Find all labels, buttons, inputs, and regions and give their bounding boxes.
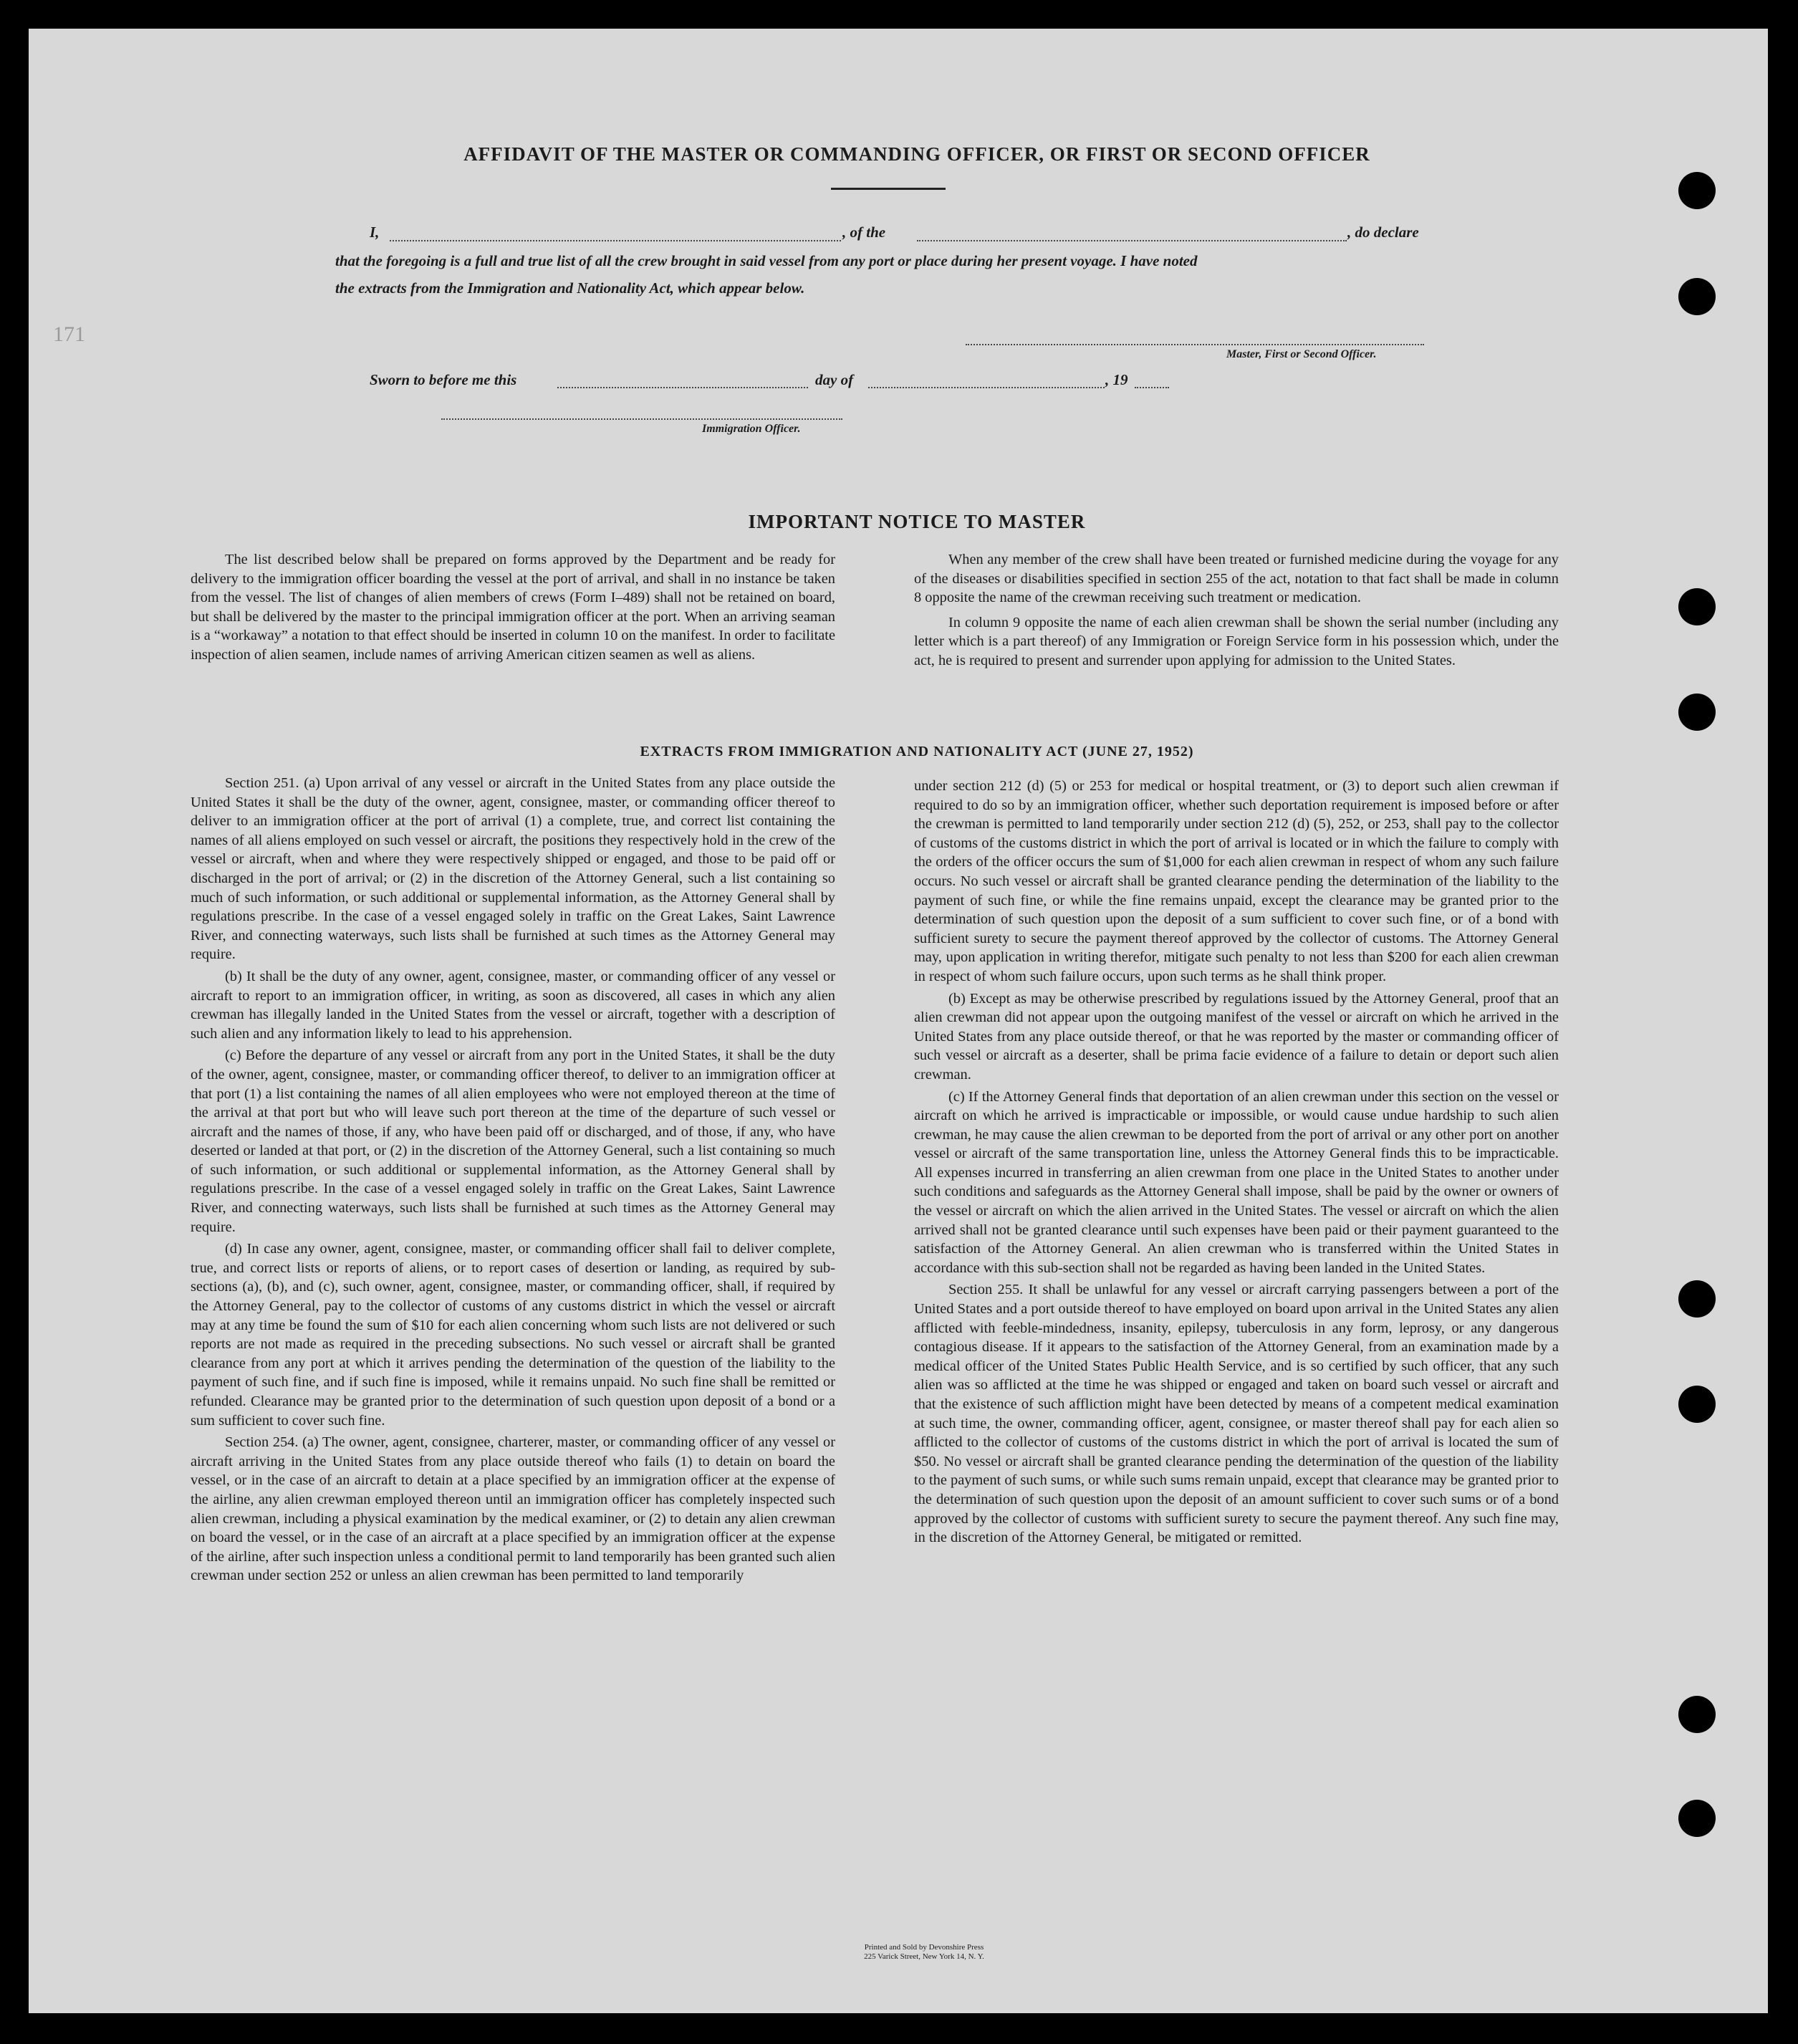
section-251-b: (b) It shall be the duty of any owner, agent, consignee, master, or commanding officer of any vessel or aircraft to report to an immigration officer, in writing, as soon as discovered, all cases in which any alien crewman has illegally landed in the United States from the vessel or aircraft, together with a description of such alien and any information likely to lead to his apprehension.	[191, 968, 835, 1042]
notice-right-paragraph-2: In column 9 opposite the name of each alien crewman shall be shown the serial number (including any letter which is a part thereof) of any Immigration or Foreign Service form in his possession which, under the act, he is required to present and surrender upon applying for admission to the United States.	[914, 614, 1559, 668]
binder-hole	[1678, 588, 1716, 625]
binder-hole	[1678, 1280, 1716, 1318]
printer-imprint	[673, 1943, 1175, 1962]
section-254-c: (c) If the Attorney General finds that deportation of an alien crewman under this section on the vessel or aircraft on which he arrived is impracticable or impossible, or would cause undue hardship to such alien crewman, he may cause the alien crewman to be deported from the port of arrival or any other port on another vessel or aircraft of the same transportation line, unless the Attorney General finds this to be impracticable. All expenses incurred in transferring an alien crewman from one place in the United States to another under such conditions and safeguards as the Attorney General shall impose, shall be paid by the owner or owners of the vessel or aircraft on which the alien arrived in the United States. The vessel or aircraft on which the alien arrived shall not be granted clearance until such expenses have been paid or their payment guaranteed to the satisfaction of the Attorney General. An alien crewman who is transferred within the United States in accordance with this sub-section shall not be regarded as having been landed in the United States.	[914, 1088, 1559, 1276]
section-251-c: (c) Before the departure of any vessel or aircraft from any port in the United States, it shall be the duty of the owner, agent, consignee, master, or commanding officer thereof, to deliver to an immigration officer at that port (1) a list containing the names of all alien employees who were not employed thereon at the time of the arrival at that port but who will leave such port thereon at the time of the departure of such vessel or aircraft and the names of those, if any, who have been paid off or discharged, and of those, if any, who have deserted or landed at that port, or (2) in the discretion of the Attorney General, such a list containing so much of such information, or such additional or supplemental information, as the Attorney General shall by regulations prescribe. In the case of a vessel engaged solely in traffic on the Great Lakes, Saint Lawrence River, and connecting waterways, such lists shall be furnished at such times as the Attorney General may require.	[191, 1047, 835, 1235]
title-rule	[831, 188, 946, 190]
notice-right-paragraph-1: When any member of the crew shall have been treated or furnished medicine during the voyage for any of the diseases or disabilities specified in section 255 of the act, notation to that fact shall be made in column 8 opposite the name of the crewman receiving such treatment or medication.	[914, 552, 1559, 606]
notice-left-paragraph: The list described below shall be prepared on forms approved by the Department and be ready for delivery to the immigration officer boarding the vessel at the port of arrival, and shall in no instance be taken from the vessel. The list of changes of alien members of crews (Form I–489) shall not be retained on board, but shall be delivered by the master to the principal immigration officer at the port. When an arriving seaman is a “workaway” a notation to that effect should be inserted in column 10 on the manifest. In order to facilitate inspection of alien seamen, include names of arriving American citizen seamen as well as aliens.	[191, 552, 835, 663]
decl-line-3: the extracts from the Immigration and Nationality Act, which appear below.	[335, 279, 805, 297]
section-254-a: Section 254. (a) The owner, agent, consignee, charterer, master, or commanding officer of any vessel or aircraft arriving in the United States from any place outside thereof who fails (1) to detain on board the vessel, or in the case of an aircraft to detain at a place specified by an immigration officer at the expense of the airline, any alien crewman employed thereon until an immigration officer has completely inspected such alien crewman, including a physical examination by the medical examiner, or (2) to detain any alien crewman on board the vessel, or in the case of an aircraft at a place specified by an immigration officer at the expense of the airline, after such inspection unless a conditional permit to land temporarily has been granted such alien crewman under section 252 or unless an alien crewman has been permitted to land temporarily	[191, 1434, 835, 1584]
notice-left-column	[191, 550, 835, 668]
decl-do-declare: , do declare	[1347, 224, 1419, 241]
section-254-a-continued: under section 212 (d) (5) or 253 for medical or hospital treatment, or (3) to deport such alien crewman if required to do so by an immigration officer, whether such deportation requirement is imposed before or after the crewman is permitted to land temporarily under section 212 (d) (5), 252, or 253, shall pay to the collector of customs of the customs district in which the port of arrival is located or in which the failure to comply with the orders of the officer occurs the sum of $1,000 for each alien crewman in respect of whom any such failure occurs. No such vessel or aircraft shall be granted clearance pending the determination of the liability to the payment of such fine, or while the fine remains unpaid, except the clearance may be granted prior to the determination of such question upon the deposit of a sum sufficient to cover such fine, or of a bond with sufficient surety to secure the payment thereof approved by the collector of customs. The Attorney General may, upon application in writing therefor, mitigate such penalty to not less than $200 for each alien crewman in respect of whom such failure occurs, upon such terms as he shall think proper.	[914, 778, 1559, 984]
year-blank	[1135, 387, 1169, 388]
affidavit-title: AFFIDAVIT OF THE MASTER OR COMMANDING OFFICER, OR FIRST OR SECOND OFFICER	[463, 143, 1370, 165]
month-blank	[868, 387, 1105, 388]
binder-hole	[1678, 694, 1716, 731]
binder-hole	[1678, 1696, 1716, 1733]
name-blank	[390, 240, 841, 241]
notice-heading: IMPORTANT NOTICE TO MASTER	[748, 511, 1086, 532]
day-of-label: day of	[815, 371, 854, 388]
printer-line-2: 225 Varick Street, New York 14, N. Y.	[864, 1952, 984, 1961]
extracts-heading: EXTRACTS FROM IMMIGRATION AND NATIONALITY ACT (JUNE 27, 1952)	[640, 744, 1194, 759]
decl-of-the: , of the	[842, 224, 886, 241]
vessel-blank	[917, 240, 1347, 241]
binder-hole	[1678, 1800, 1716, 1837]
decl-line-2: that the foregoing is a full and true list of all the crew brought in said vessel from any port or place during her present voyage. I have noted	[335, 252, 1198, 269]
document-page	[29, 29, 1768, 2013]
extracts-right-column	[914, 777, 1559, 1550]
sworn-label: Sworn to before me this	[370, 371, 517, 388]
section-254-b: (b) Except as may be otherwise prescribed by regulations issued by the Attorney General, proof that an alien crewman did not appear upon the outgoing manifest of the vessel or aircraft on which he arrived in the United States from any place outside thereof, or that he was reported by the master or commanding officer of such vessel or aircraft as a deserter, shall be prima facie evidence of a failure to detain or deport such alien crewman.	[914, 990, 1559, 1083]
year-label: , 19	[1105, 371, 1128, 388]
section-251-d: (d) In case any owner, agent, consignee, master, or commanding officer shall fail to deliver complete, true, and correct lists or reports of aliens, or to report cases of desertion or landing, as required by sub-sections (a), (b), and (c), such owner, agent, consignee, master, or commanding officer, shall, if required by the Attorney General, pay to the collector of customs of any customs district in which the vessel or aircraft may at any time be found the sum of $10 for each alien concerning whom such lists are not delivered or such reports are not made as required in the preceding subsections. No such vessel or aircraft shall be granted clearance from any port at which it arrives pending the determination of the question of the liability to the payment of such fine, and if such fine is imposed, while it remains unpaid. No such fine shall be remitted or refunded. Clearance may be granted prior to the determination of such question upon deposit of a bond or a sum sufficient to cover such fine.	[191, 1241, 835, 1429]
binder-hole	[1678, 1386, 1716, 1423]
decl-i: I,	[370, 224, 380, 241]
officer-caption: Immigration Officer.	[702, 423, 801, 435]
section-255: Section 255. It shall be unlawful for any vessel or aircraft carrying passengers between a port of the United States and a port outside thereof to have employed on board upon arrival in the United States any alien afflicted with feeble-mindedness, insanity, epilepsy, tuberculosis in any form, leprosy, or any dangerous contagious disease. If it appears to the satisfaction of the Attorney General, from an examination made by a medical officer of the United States Public Health Service, and is so certified by such officer, that any such alien was so afflicted at the time he was shipped or engaged and taken on board such vessel or aircraft and that the existence of such affliction might have been detected by means of a competent medical examination at such time, the owner, commanding officer, agent, consignee, or master thereof shall pay for each alien so afflicted to the collector of customs of the customs district in which the port of arrival is located the sum of $50. No vessel or aircraft shall be granted clearance pending the determination of the question of the liability to the payment of such sums, or while such sums remain unpaid, except that clearance may be granted prior to the determination of such question upon the deposit of an amount sufficient to cover such sums or of a bond approved by the collector of customs with sufficient surety to secure the payment thereof. Any such fine may, in the discretion of the Attorney General, be mitigated or remitted.	[914, 1282, 1559, 1546]
binder-hole	[1678, 172, 1716, 209]
margin-mark: 171	[53, 322, 85, 346]
extracts-left-column	[191, 774, 835, 1588]
master-signature-line	[966, 344, 1424, 345]
binder-hole	[1678, 278, 1716, 315]
day-blank	[557, 387, 808, 388]
printer-line-1: Printed and Sold by Devonshire Press	[864, 1943, 984, 1952]
officer-signature-line	[441, 418, 842, 420]
section-251-a: Section 251. (a) Upon arrival of any vessel or aircraft in the United States from any place outside the United States it shall be the duty of the owner, agent, consignee, master, or commanding officer thereof to deliver to an immigration officer at the port of arrival (1) a complete, true, and correct list containing the names of all aliens employed on such vessel or aircraft, the positions they respectively hold in the crew of the vessel or aircraft, when and where they were respectively shipped or engaged, and those to be paid off or discharged in the port of arrival; or (2) in the discretion of the Attorney General, such a list containing so much of such information, or such additional or supplemental information, as the Attorney General shall by regulations prescribe. In the case of a vessel engaged solely in traffic on the Great Lakes, Saint Lawrence River, and connecting waterways, such lists shall be furnished at such times as the Attorney General may require.	[191, 775, 835, 963]
master-caption: Master, First or Second Officer.	[1226, 348, 1377, 360]
notice-right-column	[914, 550, 1559, 673]
